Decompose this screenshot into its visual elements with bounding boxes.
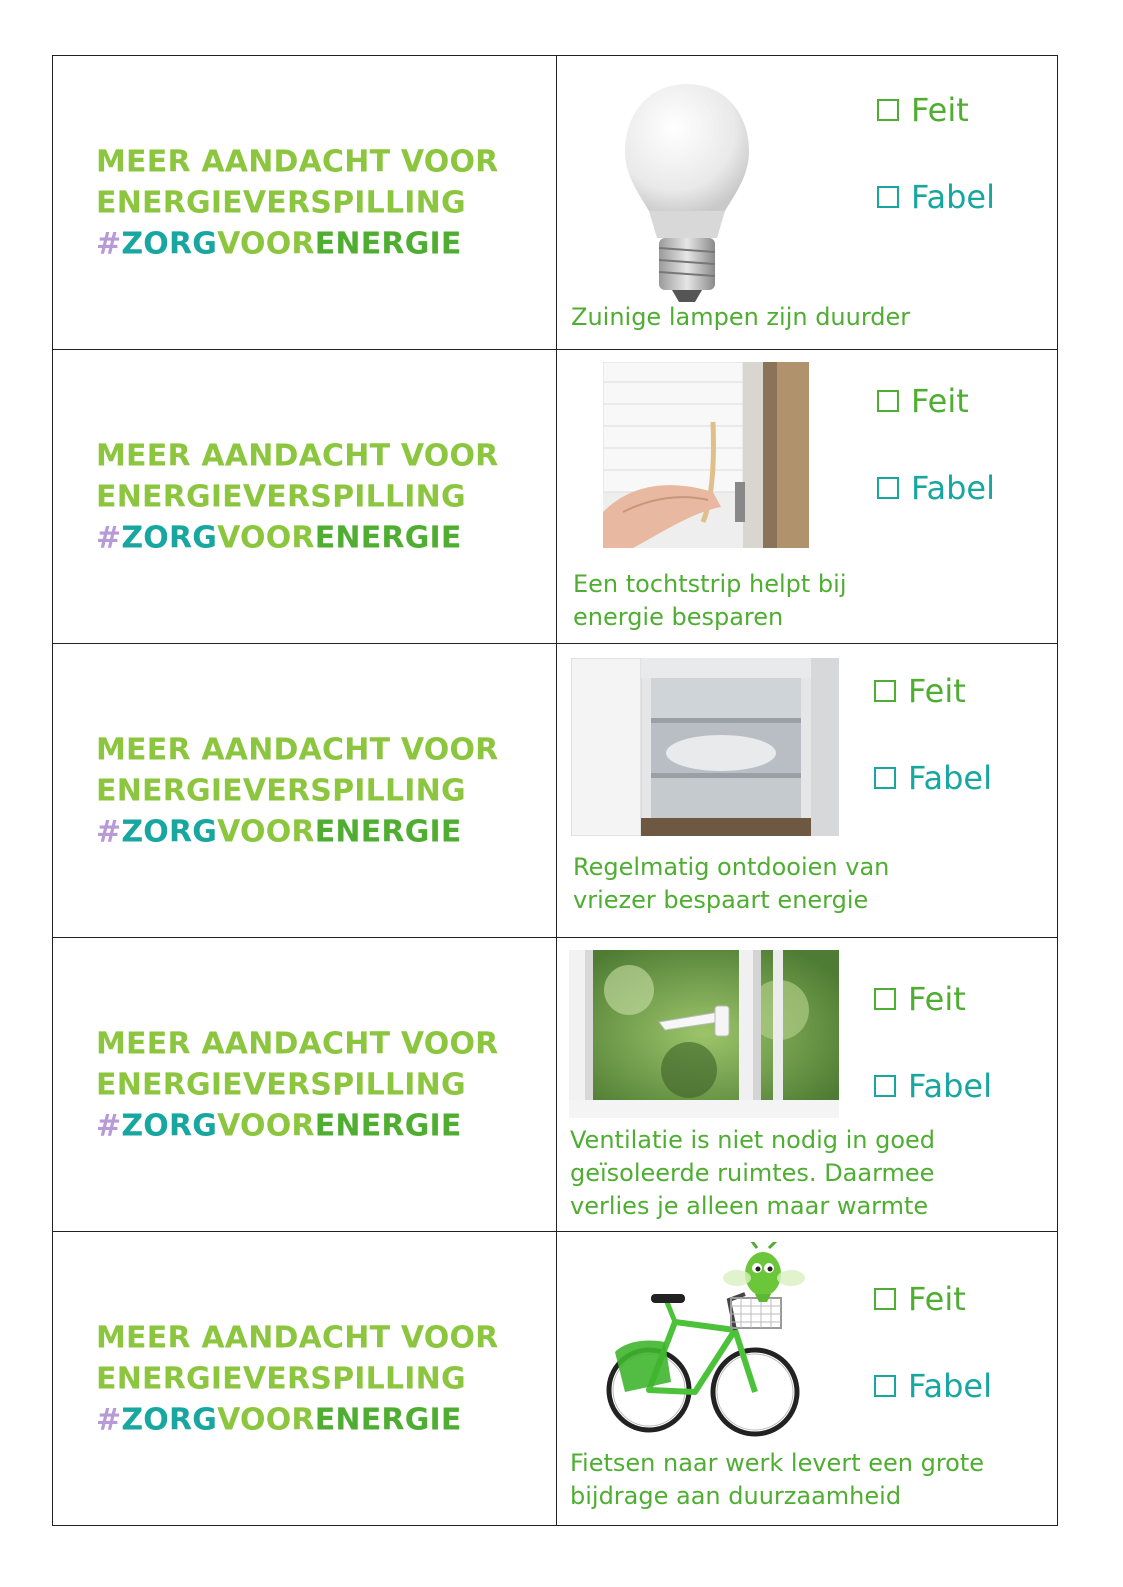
fabel-label: Fabel: [911, 178, 995, 216]
feit-checkbox[interactable]: [877, 382, 969, 420]
hashtag-energie: ENERGIE: [314, 226, 462, 261]
statement-line: verlies je alleen maar warmte: [570, 1192, 929, 1220]
statement-line: geïsoleerde ruimtes. Daarmee: [570, 1159, 935, 1187]
statement-line: Fietsen naar werk levert een grote: [570, 1449, 985, 1477]
card-row: [53, 56, 1058, 350]
hashtag-zorg: ZORG: [121, 1108, 218, 1143]
checkbox-icon: [877, 390, 899, 412]
checkbox-icon: [877, 186, 899, 208]
fabel-checkbox[interactable]: [877, 178, 995, 216]
feit-label: Feit: [911, 382, 969, 420]
slogan-hashtag: [96, 517, 498, 558]
freezer-photo: [571, 658, 839, 836]
card-question-cell: [557, 350, 1058, 644]
checkbox-icon: [874, 1075, 896, 1097]
hashtag-zorg: ZORG: [121, 226, 218, 261]
feit-checkbox[interactable]: [877, 91, 969, 129]
fabel-checkbox[interactable]: [874, 1367, 992, 1405]
slogan: [96, 435, 498, 558]
checkbox-icon: [877, 99, 899, 121]
hashtag-symbol: #: [96, 226, 122, 261]
hashtag-voor: VOOR: [217, 520, 315, 555]
statement-line: bijdrage aan duurzaamheid: [570, 1482, 902, 1510]
hashtag-zorg: ZORG: [121, 1402, 218, 1437]
card-question-cell: [557, 938, 1058, 1232]
fabel-label: Fabel: [908, 1367, 992, 1405]
slogan: [96, 1317, 498, 1440]
statement-line: Zuinige lampen zijn duurder: [571, 303, 911, 331]
fabel-label: Fabel: [911, 469, 995, 507]
checkbox-icon: [874, 767, 896, 789]
hashtag-zorg: ZORG: [121, 814, 218, 849]
statement-line: vriezer bespaart energie: [573, 886, 869, 914]
statement: [573, 568, 1053, 634]
slogan: [96, 1023, 498, 1146]
feit-checkbox[interactable]: [874, 672, 966, 710]
card-grid: [52, 55, 1058, 1526]
feit-label: Feit: [908, 672, 966, 710]
card-slogan-cell: [53, 644, 557, 938]
feit-checkbox[interactable]: [874, 980, 966, 1018]
slogan-line-1: MEER AANDACHT VOOR: [96, 144, 499, 179]
window-photo: [569, 950, 839, 1118]
slogan: [96, 141, 498, 264]
slogan-hashtag: [96, 1105, 498, 1146]
slogan-line-2: ENERGIEVERSPILLING: [96, 479, 466, 514]
statement-line: Een tochtstrip helpt bij: [573, 570, 847, 598]
hashtag-energie: ENERGIE: [314, 1108, 462, 1143]
checkbox-icon: [874, 1288, 896, 1310]
hashtag-energie: ENERGIE: [314, 1402, 462, 1437]
card-row: [53, 1232, 1058, 1526]
slogan-line-1: MEER AANDACHT VOOR: [96, 1320, 499, 1355]
card-slogan-cell: [53, 56, 557, 350]
statement-line: Ventilatie is niet nodig in goed: [570, 1126, 936, 1154]
card-slogan-cell: [53, 938, 557, 1232]
slogan-hashtag: [96, 223, 498, 264]
slogan-hashtag: [96, 1399, 498, 1440]
slogan-line-2: ENERGIEVERSPILLING: [96, 1067, 466, 1102]
slogan-line-2: ENERGIEVERSPILLING: [96, 1361, 466, 1396]
slogan-line-1: MEER AANDACHT VOOR: [96, 438, 499, 473]
checkbox-icon: [874, 988, 896, 1010]
feit-label: Feit: [908, 1280, 966, 1318]
slogan-line-1: MEER AANDACHT VOOR: [96, 732, 499, 767]
hashtag-energie: ENERGIE: [314, 814, 462, 849]
statement-line: energie besparen: [573, 603, 784, 631]
draught-strip-photo: [603, 362, 809, 548]
slogan-line-2: ENERGIEVERSPILLING: [96, 773, 466, 808]
hashtag-symbol: #: [96, 1402, 122, 1437]
card-row: [53, 644, 1058, 938]
hashtag-voor: VOOR: [217, 814, 315, 849]
slogan: [96, 729, 498, 852]
hashtag-voor: VOOR: [217, 1108, 315, 1143]
statement: [573, 851, 1053, 917]
fabel-checkbox[interactable]: [874, 1067, 992, 1105]
feit-checkbox[interactable]: [874, 1280, 966, 1318]
fabel-label: Fabel: [908, 759, 992, 797]
checkbox-icon: [877, 477, 899, 499]
fabel-checkbox[interactable]: [874, 759, 992, 797]
card-slogan-cell: [53, 1232, 557, 1526]
slogan-line-1: MEER AANDACHT VOOR: [96, 1026, 499, 1061]
light-bulb-icon: [617, 76, 757, 306]
card-row: [53, 938, 1058, 1232]
statement: [571, 301, 1051, 334]
card-row: [53, 350, 1058, 644]
checkbox-icon: [874, 680, 896, 702]
feit-label: Feit: [908, 980, 966, 1018]
fabel-checkbox[interactable]: [877, 469, 995, 507]
statement: [570, 1124, 1050, 1223]
card-question-cell: [557, 56, 1058, 350]
hashtag-voor: VOOR: [217, 1402, 315, 1437]
slogan-hashtag: [96, 811, 498, 852]
card-slogan-cell: [53, 350, 557, 644]
statement-line: Regelmatig ontdooien van: [573, 853, 890, 881]
checkbox-icon: [874, 1375, 896, 1397]
slogan-line-2: ENERGIEVERSPILLING: [96, 185, 466, 220]
hashtag-symbol: #: [96, 814, 122, 849]
fabel-label: Fabel: [908, 1067, 992, 1105]
hashtag-energie: ENERGIE: [314, 520, 462, 555]
hashtag-symbol: #: [96, 1108, 122, 1143]
statement: [570, 1447, 1050, 1513]
feit-label: Feit: [911, 91, 969, 129]
hashtag-symbol: #: [96, 520, 122, 555]
card-question-cell: [557, 644, 1058, 938]
bicycle-icon: [605, 1242, 815, 1444]
hashtag-zorg: ZORG: [121, 520, 218, 555]
card-question-cell: [557, 1232, 1058, 1526]
hashtag-voor: VOOR: [217, 226, 315, 261]
